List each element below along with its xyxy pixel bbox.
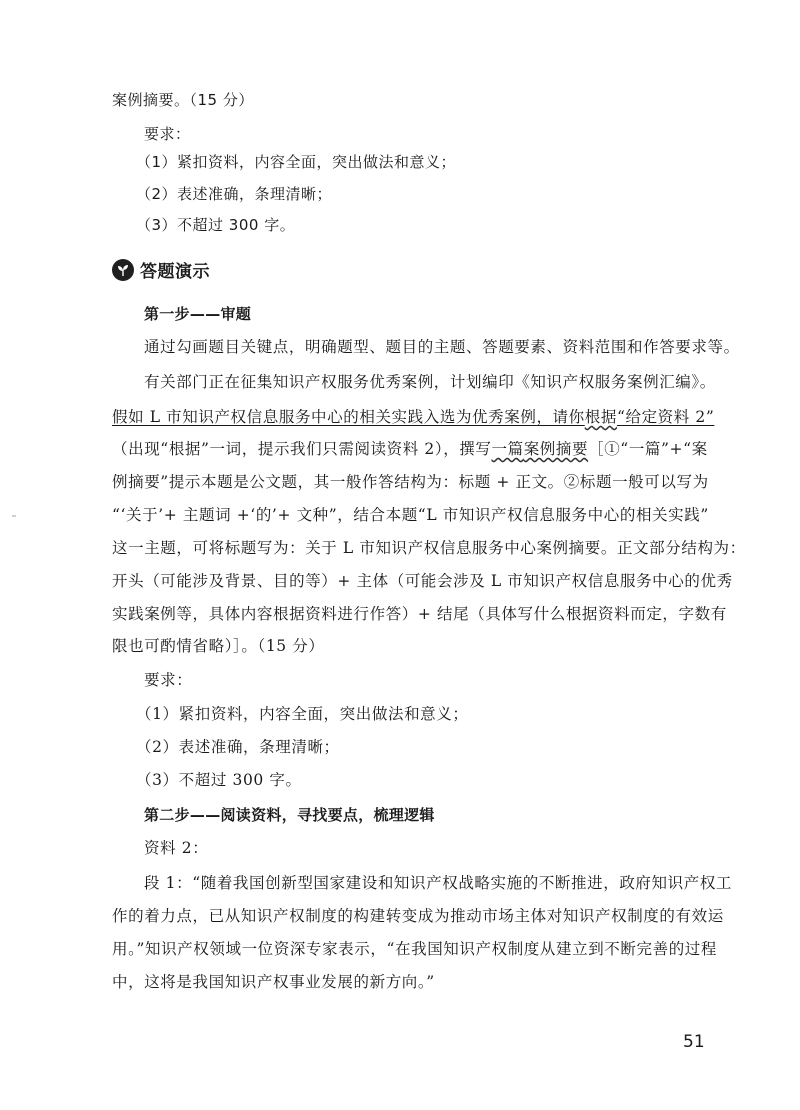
underlined-material: “给定资料 2” (616, 408, 715, 426)
keyword-case-summary: 案例摘要 (523, 440, 589, 458)
step-1-paragraph-2-line-1: 有关部门正在征集知识产权服务优秀案例，计划编印《知识产权服务案例汇编》。 (144, 373, 716, 391)
scan-mark (12, 515, 16, 517)
sprout-icon (112, 259, 134, 281)
intro-requirement-1: （1）紧扣资料，内容全面，突出做法和意义； (136, 153, 457, 171)
material-paragraph-line-4: 中，这将是我国知识产权事业发展的新方向。” (112, 973, 435, 991)
intro-line-1: 案例摘要。（15 分） (112, 91, 254, 109)
step-1-paragraph-2-line-8: 实践案例等，具体内容根据资料进行作答）+ 结尾（具体写什么根据资料而定，字数有 (112, 605, 727, 623)
bracket-note-start: ［①“一篇”+“案 (588, 440, 708, 458)
material-label: 资料 2： (144, 839, 209, 857)
step-2-title: 第二步——阅读资料，寻找要点，梳理逻辑 (144, 806, 435, 824)
step-1-paragraph-2-line-3 (112, 439, 708, 459)
material-paragraph-line-1: 段 1：“随着我国创新型国家建设和知识产权战略实施的不断推进，政府知识产权工 (144, 874, 733, 892)
page-number: 51 (683, 1032, 705, 1052)
intro-requirement-3: （3）不超过 300 字。 (136, 216, 296, 234)
step-1-paragraph-2-line-9: 限也可酌情省略）］。（15 分） (112, 637, 325, 655)
intro-requirement-2: （2）表述准确，条理清晰； (136, 185, 333, 203)
step-1-paragraph-2-line-5: “‘关于’+ 主题词 +‘的’+ 文种”，结合本题“L 市知识产权信息服务中心的相关实践” (112, 506, 709, 524)
step-1-paragraph-1: 通过勾画题目关键点，明确题型、题目的主题、答题要素、资料范围和作答要求等。 (144, 338, 740, 356)
step-1-requirement-3: （3）不超过 300 字。 (136, 771, 302, 789)
underlined-text: 假如 L 市知识产权信息服务中心的相关实践入选为优秀案例，请你 (112, 408, 585, 426)
step-1-title: 第一步——审题 (144, 305, 252, 323)
step-1-paragraph-2-line-2 (112, 407, 715, 427)
material-paragraph-line-3: 用。”知识产权领域一位资深专家表示，“在我国知识产权制度从建立到不断完善的过程 (112, 940, 718, 958)
keyword-according-to: 根据 (584, 408, 617, 426)
text: （出现“根据”一词，提示我们只需阅读资料 2），撰写 (112, 440, 492, 458)
intro-requirements-label: 要求： (144, 125, 191, 143)
step-1-paragraph-2-line-6: 这一主题，可将标题写为：关于 L 市知识产权信息服务中心案例摘要。正文部分结构为： (112, 539, 746, 557)
keyword-one-piece: 一篇 (491, 440, 524, 458)
step-1-requirement-2: （2）表述准确，条理清晰； (136, 738, 340, 756)
step-1-requirements-label: 要求： (144, 671, 193, 689)
step-1-requirement-1: （1）紧扣资料，内容全面，突出做法和意义； (136, 705, 469, 723)
section-heading (112, 257, 210, 282)
step-1-paragraph-2-line-7: 开头（可能涉及背景、目的等）+ 主体（可能会涉及 L 市知识产权信息服务中心的优秀 (112, 572, 733, 590)
section-title: 答题演示 (140, 262, 210, 282)
step-1-paragraph-2-line-4: 例摘要”提示本题是公文题，其一般作答结构为：标题 + 正文。②标题一般可以写为 (112, 473, 709, 491)
material-paragraph-line-2: 作的着力点，已从知识产权制度的构建转变成为推动市场主体对知识产权制度的有效运 (112, 907, 724, 925)
